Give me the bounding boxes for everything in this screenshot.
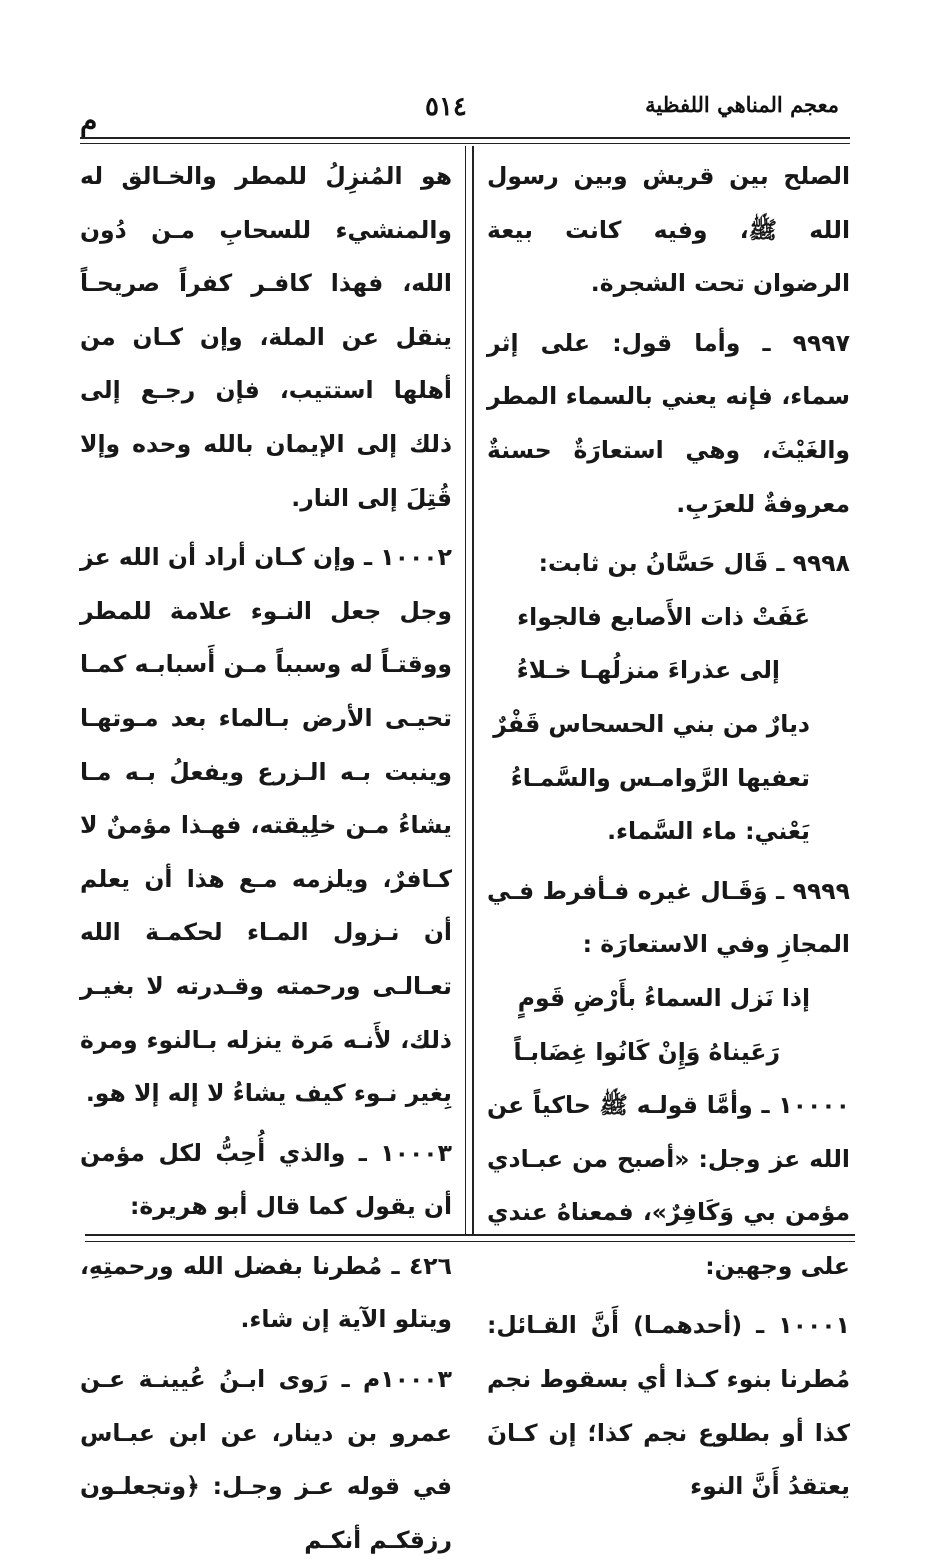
- paragraph-10003: ١٠٠٠٣ ـ والذي أُحِبُّ لكل مؤمن أن يقول كما قال أبو هريرة:: [80, 1138, 452, 1221]
- paragraph-9997: ٩٩٩٧ ـ وأما قول: على إثر سماء، فإنه يعني بالسماء المطر والغَيْثَ، وهي استعارَةٌ حسنةٌ معروفةٌ للعرَبِ.: [487, 328, 850, 518]
- verse-line: رَعَيناهُ وَإِنْ كَانُوا غِضَابـاً: [513, 1037, 780, 1066]
- left-column: [80, 150, 452, 1554]
- running-title: معجم المناهي اللفظية: [645, 92, 839, 117]
- paragraph: هو المُنزِلُ للمطر والخـالق له والمنشيء للسحابِ مـن دُون الله، فهذا كافـر كفراً صريحـاً ينقل عن الملة، وإن كـان من أهلها استتيب، فإن رجـع إلى ذلك إلى الإيمان بالله وحده وإلا قُتِلَ إلى النار.: [80, 162, 452, 512]
- page-number: ٥١٤: [425, 92, 467, 122]
- column-divider-left: [465, 146, 466, 1234]
- hadith-426: ٤٢٦ ـ مُطرنا بفضل الله ورحمتِهِ، ويتلو الآية إن شاء.: [80, 1251, 452, 1334]
- paragraph-10002: ١٠٠٠٢ ـ وإن كـان أراد أن الله عز وجل جعل النـوء علامة للمطر ووقتـاً له وسبباً مـن أَسبابـه كمـا تحيـى الأرض بـالماء بعد مـوتهـا وينبت بـه الـزرع ويفعلُ بـه مـا يشاءُ مـن خلِيقته، فهـذا مؤمنٌ لا كـافرٌ، ويلزمه مـع هذا أن يعلم أن نـزول المـاء لحكمـة الله تعـالـى ورحمته وقـدرته لا بغيـر ذلك، لأَنـه مَرة ينزله بـالنوء ومرة بِغير نـوء كيف يشاءُ لا إله إلا هو.: [80, 543, 452, 1108]
- verse-line: ديارٌ من بني الحسحاس قَفْرٌ: [493, 709, 810, 738]
- paragraph-10003m: ١٠٠٠٣م ـ رَوى ابـنُ عُيينـة عـن عمرو بن دينار، عن ابن عبـاس في قوله عـز وجـل: ﴿وتجعلـون رزقكـم أنكـم: [80, 1365, 452, 1554]
- paragraph-9998: ٩٩٩٨ ـ قَال حَسَّانُ بن ثابت:: [538, 549, 850, 578]
- header-rule-bottom: [80, 143, 850, 144]
- paragraph-10001: ١٠٠٠١ ـ (أحدهمـا) أَنَّ القـائل: مُطرنا بنوء كـذا أي بسقوط نجم كذا أو بطلوع نجم كذا؛ إن كـانَ يعتقدُ أَنَّ النوء: [487, 1311, 850, 1501]
- verse-line: يَعْني: ماء السَّماء.: [607, 817, 810, 846]
- right-column: [487, 150, 850, 1501]
- paragraph: الصلح بين قريش وبين رسول الله ﷺ، وفيه كانت بيعة الرضوان تحت الشجرة.: [487, 162, 850, 298]
- header-rule-top: [80, 137, 850, 139]
- paragraph-10000: ١٠٠٠٠ ـ وأمَّا قولـه ﷺ حاكياً عن الله عز وجل: «أصبح من عبـادي مؤمن بي وَكَافِرٌ»، فمعناهُ عندي على وجهين:: [487, 1091, 850, 1280]
- paragraph-9999: ٩٩٩٩ ـ وَقَـال غيره فـأفرط فـي المجازِ وفي الاستعارَة :: [487, 876, 850, 959]
- page-marker: م: [80, 104, 98, 137]
- verse-line: إلى عذراءَ منزلُهـا خـلاءُ: [516, 656, 780, 685]
- verse-line: عَفَتْ ذات الأَصابع فالجواء: [517, 602, 810, 631]
- verse-line: تعفيها الرَّوامـس والسَّمـاءُ: [510, 763, 810, 792]
- verse-line: إذا نَزل السماءُ بأَرْضِ قَومٍ: [517, 983, 810, 1012]
- column-divider-right: [472, 146, 474, 1234]
